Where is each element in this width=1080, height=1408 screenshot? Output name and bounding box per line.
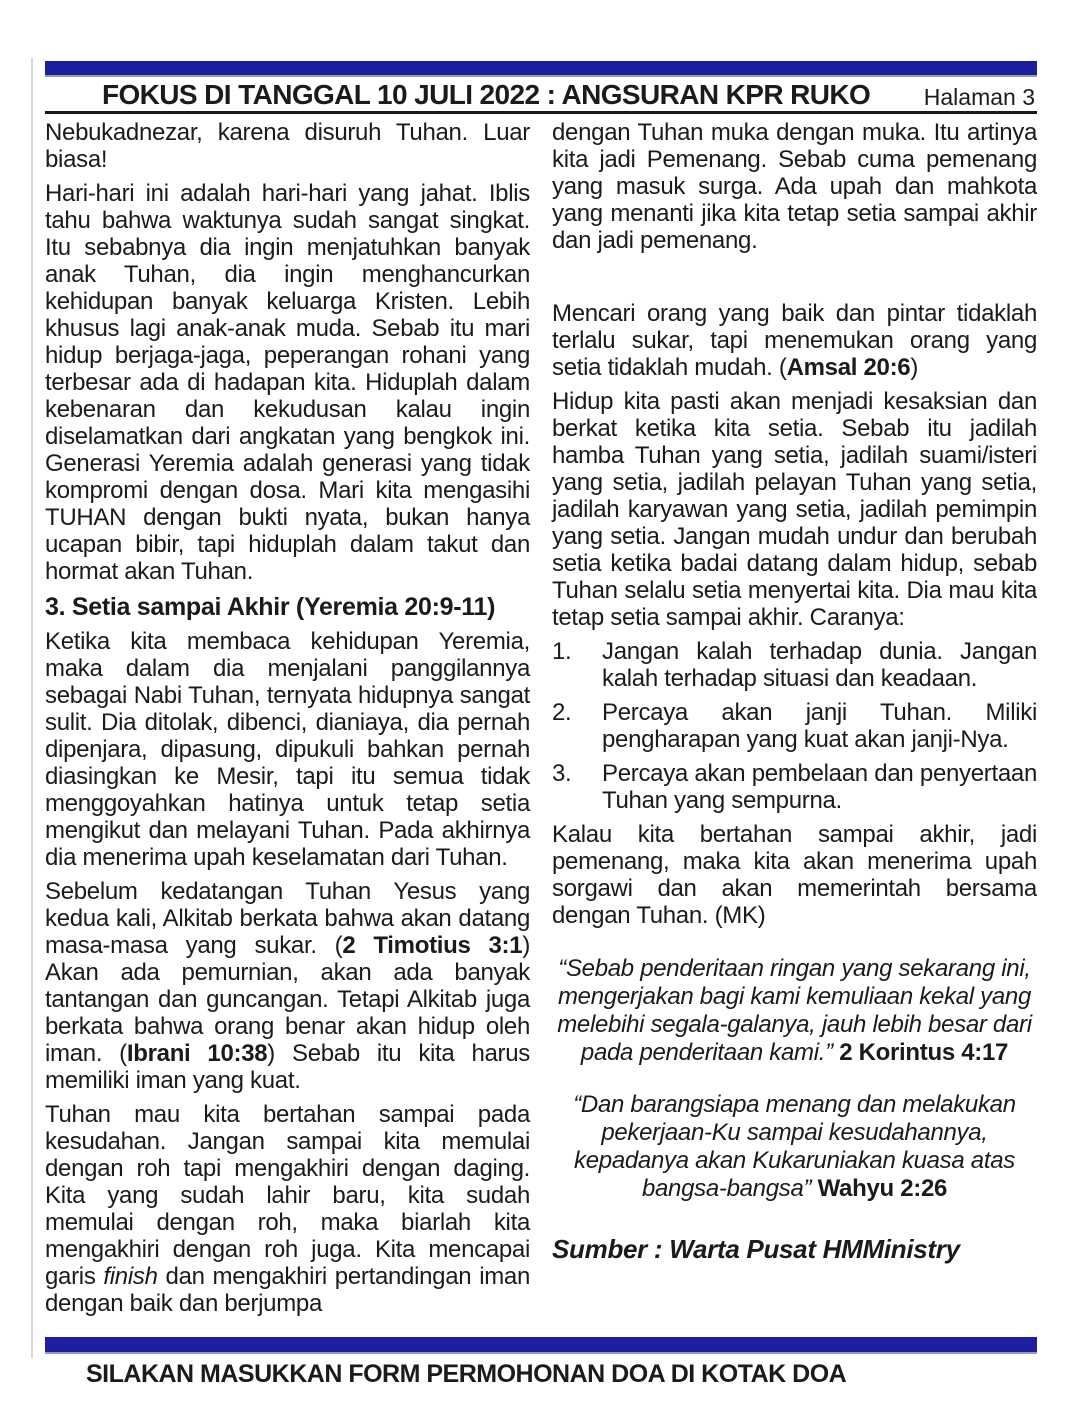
scripture-quote xyxy=(554,955,1035,1067)
text-run: ) Akan ada pemurnian, akan ada banyak tantangan dan guncangan. Tetapi Alkitab juga berkata bahwa orang benar akan hidup oleh iman. ( xyxy=(45,932,531,1067)
page-header xyxy=(45,79,1037,111)
paragraph xyxy=(552,300,1037,381)
scripture-reference: Wahyu 2:26 xyxy=(817,1175,948,1202)
column-right xyxy=(552,119,1037,1332)
list-item-text: Jangan kalah terhadap dunia. Jangan kalah terhadap situasi dan keadaan. xyxy=(602,638,1037,692)
text-run: Sebelum kedatangan Tuhan Yesus yang kedua kali, Alkitab berkata bahwa akan datang masa-masa yang sukar. ( xyxy=(45,878,530,959)
text-run: dan mengakhiri pertandingan iman dengan baik dan berjumpa xyxy=(45,1263,531,1317)
scripture-reference: Amsal 20:6 xyxy=(786,354,911,381)
paragraph: dengan Tuhan muka dengan muka. Itu artinya kita jadi Pemenang. Sebab cuma pemenang yang masuk surga. Ada upah dan mahkota yang menanti jika kita tetap setia sampai akhir dan jadi pemenang. xyxy=(552,119,1037,254)
italic-word: finish xyxy=(103,1263,158,1290)
text-run: Mencari orang yang baik dan pintar tidaklah terlalu sukar, tapi menemukan orang yang setia tidaklah mudah. ( xyxy=(552,300,1037,381)
page-number: Halaman 3 xyxy=(923,84,1035,110)
footer-notice: SILAKAN MASUKKAN FORM PERMOHONAN DOA DI KOTAK DOA xyxy=(86,1360,847,1388)
numbered-list xyxy=(552,638,1037,814)
quote-text: “Sebab penderitaan ringan yang sekarang ini, mengerjakan bagi kami kemuliaan kekal yang melebihi segala-galanya, jauh lebih besar dari pada penderitaan kami.” xyxy=(557,955,1032,1066)
paragraph: Ketika kita membaca kehidupan Yeremia, maka dalam dia menjalani panggilannya sebagai Nabi Tuhan, ternyata hidupnya sangat sulit. Dia ditolak, dibenci, dianiaya, dia pernah dipenjara, dipasung, dipukuli bahkan pernah diasingkan ke Mesir, tapi itu semua tidak menggoyahkan hatinya untuk tetap setia mengikut dan melayani Tuhan. Pada akhirnya dia menerima upah keselamatan dari Tuhan. xyxy=(45,628,530,871)
list-marker: 3. xyxy=(552,760,572,787)
text-run: ) Sebab itu kita harus memiliki iman yang kuat. xyxy=(45,1040,530,1094)
source-credit: Sumber : Warta Pusat HMMinistry xyxy=(552,1234,960,1264)
list-marker: 2. xyxy=(552,699,572,726)
text-run: Tuhan mau kita bertahan sampai pada kesudahan. Jangan sampai kita memulai dengan roh tapi mengakhiri dengan daging. Kita yang sudah lahir baru, kita sudah memulai dengan roh, maka biarlah kita mengakhiri dengan roh juga. Kita mencapai garis xyxy=(45,1101,530,1290)
scripture-quote xyxy=(554,1091,1035,1203)
section-heading: 3. Setia sampai Akhir (Yeremia 20:9-11) xyxy=(45,593,496,621)
page-title: FOKUS DI TANGGAL 10 JULI 2022 : ANGSURAN KPR RUKO xyxy=(102,79,871,110)
top-accent-bar xyxy=(45,61,1037,77)
paragraph: Hidup kita pasti akan menjadi kesaksian dan berkat ketika kita setia. Sebab itu jadilah hamba Tuhan yang setia, jadilah suami/isteri yang setia, jadilah pelayan Tuhan yang setia, jadilah karyawan yang setia, jadilah pemimpin yang setia. Jangan mudah undur dan berubah setia ketika badai datang dalam hidup, sebab Tuhan selalu setia menyertai kita. Dia mau kita tetap setia sampai akhir. Caranya: xyxy=(552,388,1037,631)
text-run: ) xyxy=(910,354,919,381)
list-marker: 1. xyxy=(552,638,572,665)
paragraph: Nebukadnezar, karena disuruh Tuhan. Luar biasa! xyxy=(45,119,530,173)
scripture-reference: 2 Timotius 3:1 xyxy=(342,932,523,959)
list-item xyxy=(552,760,1037,814)
quote-text: “Dan barangsiapa menang dan melakukan pekerjaan-Ku sampai kesudahannya, kepadanya akan Kukaruniakan kuasa atas bangsa-bangsa” xyxy=(573,1091,1016,1202)
list-item xyxy=(552,699,1037,753)
paragraph: Hari-hari ini adalah hari-hari yang jahat. Iblis tahu bahwa waktunya sudah sangat singkat. Itu sebabnya dia ingin menjatuhkan banyak anak Tuhan, dia ingin menghancurkan kehidupan banyak keluarga Kristen. Lebih khusus lagi anak-anak muda. Sebab itu mari hidup berjaga-jaga, peperangan rohani yang terbesar ada di hadapan kita. Hiduplah dalam kebenaran dan kekudusan kalau ingin diselamatkan dari angkatan yang bengkok ini. Generasi Yeremia adalah generasi yang tidak kompromi dengan dosa. Mari kita mengasihi TUHAN dengan bukti nyata, bukan hanya ucapan bibir, tapi hiduplah dalam takut dan hormat akan Tuhan. xyxy=(45,180,530,585)
list-item-text: Percaya akan janji Tuhan. Miliki pengharapan yang kuat akan janji-Nya. xyxy=(602,699,1037,753)
list-item-text: Percaya akan pembelaan dan penyertaan Tuhan yang sempurna. xyxy=(602,760,1037,814)
scripture-reference: 2 Korintus 4:17 xyxy=(839,1039,1009,1066)
header-divider-rule xyxy=(45,111,1037,114)
page-edge-scan-line xyxy=(31,58,33,1358)
bottom-accent-bar xyxy=(45,1337,1037,1354)
paragraph xyxy=(45,1101,530,1317)
article-body xyxy=(45,119,1037,1332)
column-left xyxy=(45,119,530,1332)
paragraph xyxy=(45,878,530,1094)
paragraph: Kalau kita bertahan sampai akhir, jadi pemenang, maka kita akan menerima upah sorgawi dan akan memerintah bersama dengan Tuhan. (MK) xyxy=(552,821,1037,929)
list-item xyxy=(552,638,1037,692)
scripture-reference: Ibrani 10:38 xyxy=(126,1040,268,1067)
